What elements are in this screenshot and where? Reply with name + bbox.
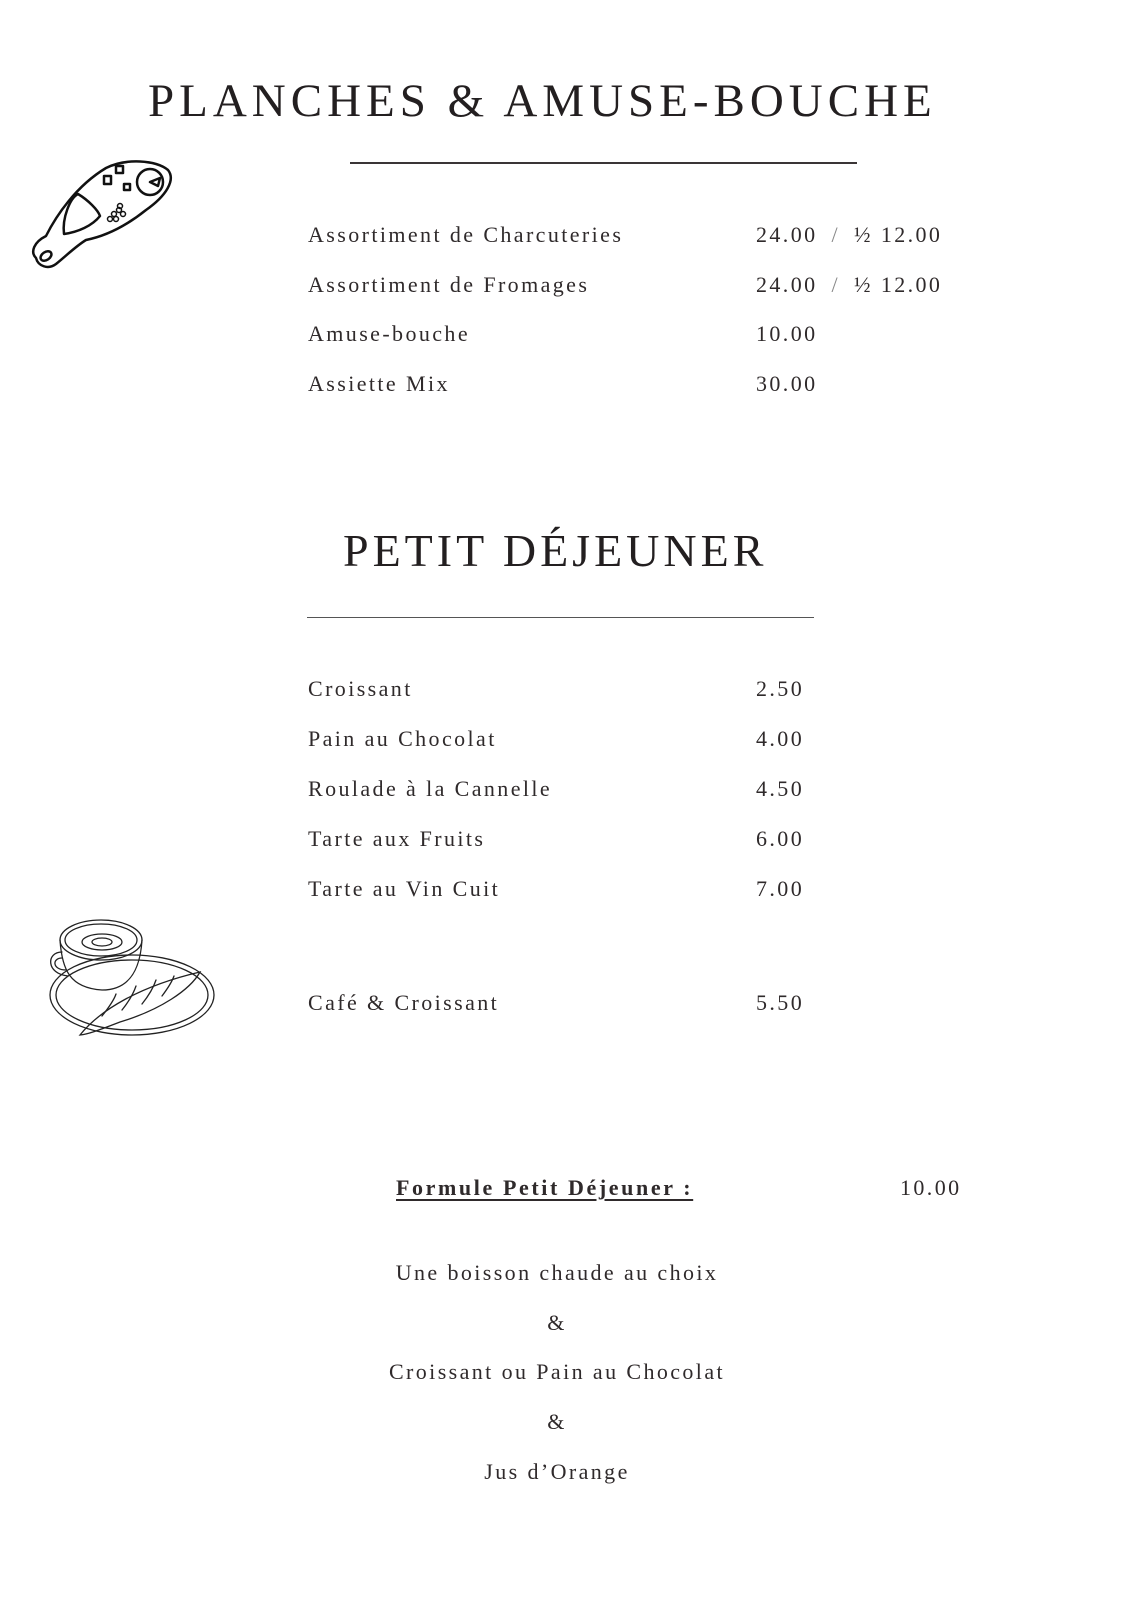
menu-item-price: 4.50 [756,776,805,801]
menu-item-name: Assiette Mix [308,371,450,396]
formula-line: Croissant ou Pain au Chocolat [388,1359,726,1384]
menu-item-price: 30.00 [756,371,818,396]
menu-item-price: 10.00 [756,321,818,346]
menu-item-name: Amuse-bouche [308,321,470,346]
formula-title: Formule Petit Déjeuner : [396,1175,694,1200]
menu-item-price: 24.00 / ½ 12.00 [756,222,943,247]
menu-item-name: Assortiment de Fromages [308,272,590,297]
formula-line: Une boisson chaude au choix [395,1260,719,1285]
formula-line: Jus d’Orange [484,1459,630,1484]
formula-ampersand: & [547,1310,567,1335]
menu-item-name: Pain au Chocolat [308,726,497,751]
menu-item-price: 7.00 [756,876,805,901]
charcuterie-board-icon [26,156,176,276]
menu-item-name: Tarte au Vin Cuit [308,876,501,901]
menu-item-price: 2.50 [756,676,805,701]
menu-item-name: Assortiment de Charcuteries [308,222,624,247]
menu-item-price: 24.00 / ½ 12.00 [756,272,943,297]
menu-item-price: 5.50 [756,990,805,1015]
menu-item-price: 6.00 [756,826,805,851]
formula-price: 10.00 [900,1175,962,1200]
section-title-petit-dejeuner: PETIT DÉJEUNER [343,525,768,576]
title-divider [307,617,814,618]
menu-item-price: 4.00 [756,726,805,751]
menu-item-name: Tarte aux Fruits [308,826,486,851]
menu-item-name: Roulade à la Cannelle [308,776,553,801]
formula-ampersand: & [547,1409,567,1434]
section-title-planches: PLANCHES & AMUSE-BOUCHE [148,75,937,127]
menu-item-name: Croissant [308,676,413,701]
menu-item-name: Café & Croissant [308,990,500,1015]
coffee-croissant-icon [40,910,220,1045]
title-divider [350,162,857,164]
